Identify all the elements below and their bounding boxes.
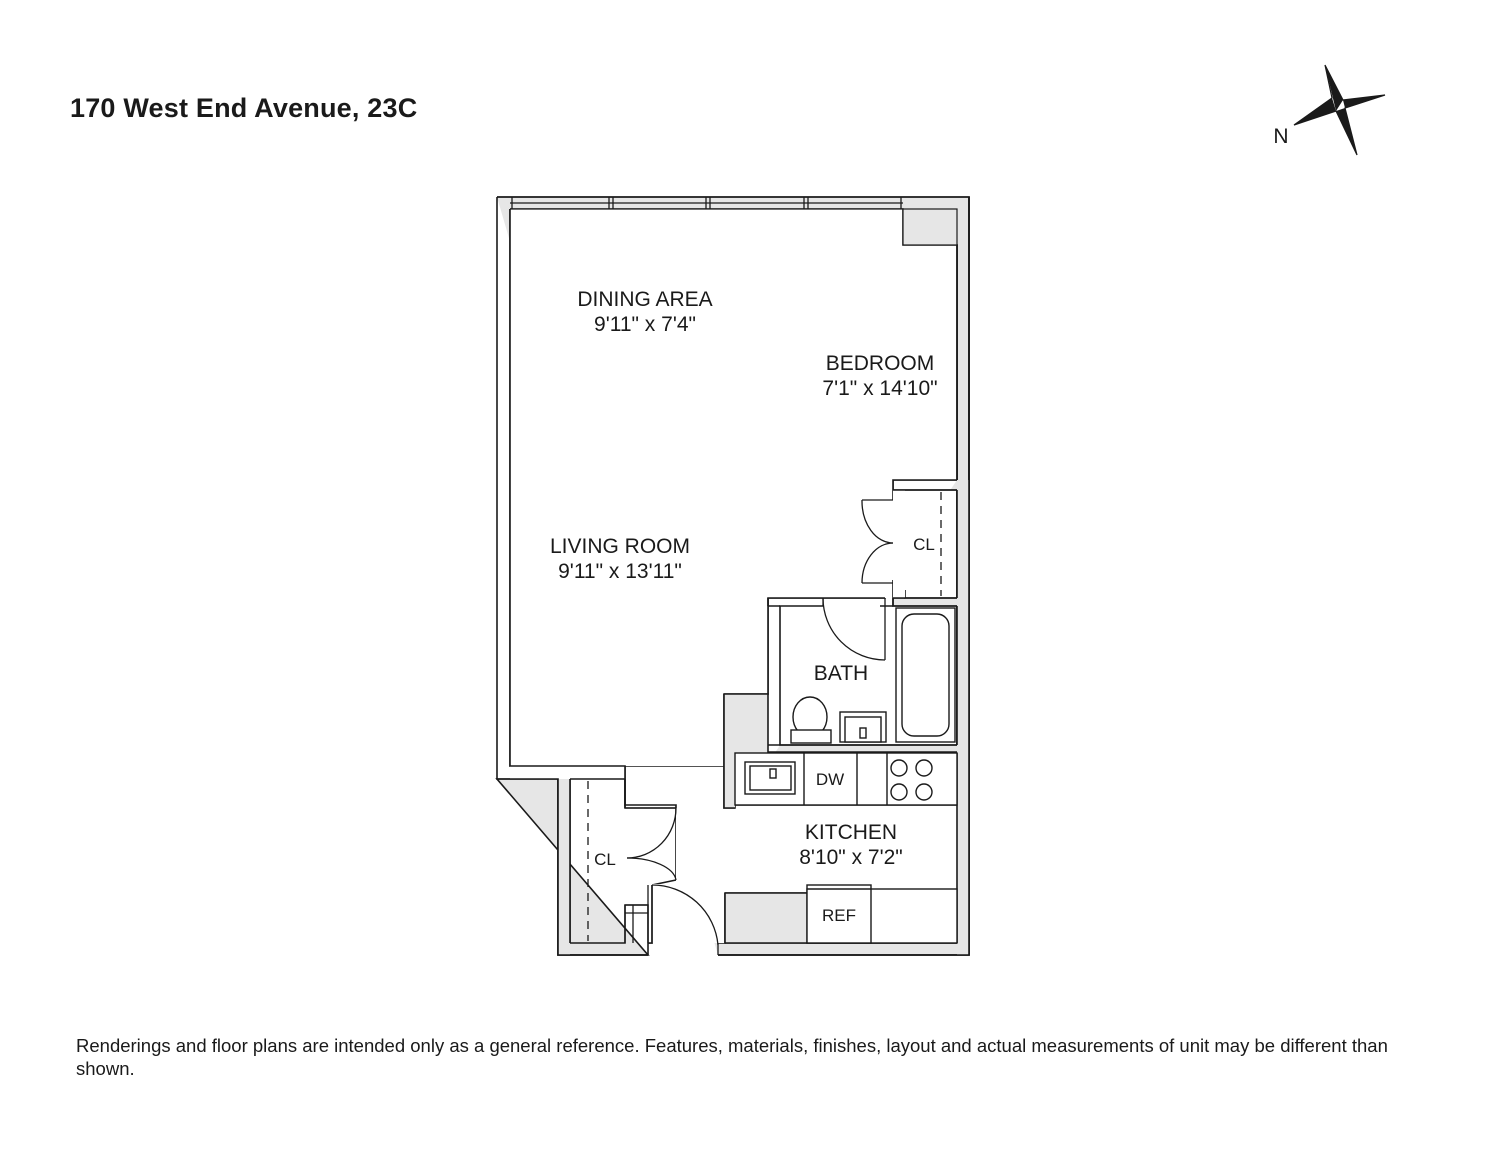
fixture-label-dishwasher: DW — [815, 770, 845, 789]
room-label-living: LIVING ROOM — [549, 535, 691, 558]
room-size-living: 9'11" x 13'11" — [558, 560, 682, 583]
room-size-dining: 9'11" x 7'4" — [594, 313, 696, 336]
room-size-kitchen: 8'10" x 7'2" — [799, 846, 903, 869]
bathtub-icon — [896, 608, 955, 742]
room-label-kitchen: KITCHEN — [804, 821, 898, 844]
room-label-bedroom: BEDROOM — [825, 352, 935, 375]
fixture-label-closet-bedroom: CL — [913, 535, 935, 554]
disclaimer-text: Renderings and floor plans are intended only as a general reference. Features, materials, finishes, layout and actual measurements of unit may be different than shown. — [76, 1035, 1388, 1079]
room-size-bedroom: 7'1" x 14'10" — [822, 377, 938, 400]
room-label-bath: BATH — [813, 662, 869, 685]
fixture-label-refrigerator: REF — [822, 906, 856, 925]
kitchen-sink-icon — [745, 762, 795, 794]
bath-sink-icon — [840, 712, 886, 742]
room-label-dining: DINING AREA — [577, 288, 713, 311]
page-title: 170 West End Avenue, 23C — [70, 93, 418, 123]
compass-north-label: N — [1273, 125, 1289, 148]
fixture-label-closet-entry: CL — [594, 850, 616, 869]
